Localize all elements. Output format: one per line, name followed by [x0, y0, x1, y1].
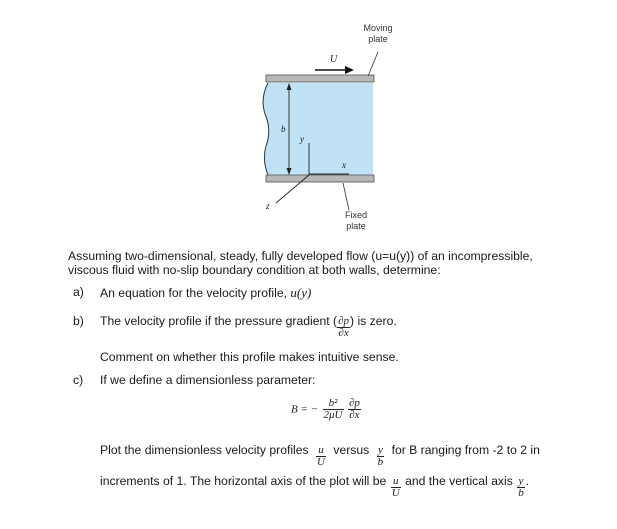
- var-x: x: [342, 160, 346, 170]
- moving-plate: [266, 75, 374, 82]
- fluid-region: [263, 83, 373, 175]
- pressure-gradient-fraction: $\frac{\partial p}{\partial x}$: [338, 315, 350, 339]
- equation-frac-2: $\frac{\partial p}{\partial x}$: [348, 397, 360, 421]
- item-c-marker: c): [73, 373, 84, 387]
- item-b-comment: Comment on whether this profile makes intuitive sense.: [100, 350, 399, 364]
- plot-pre: Plot the dimensionless velocity profiles: [100, 443, 309, 457]
- item-b: [100, 314, 397, 339]
- plot-mid: versus: [333, 443, 370, 457]
- item-b-text-pre: The velocity profile if the pressure gradient (: [100, 314, 338, 328]
- item-a-marker: a): [73, 285, 84, 299]
- plot-post: for B ranging from -2 to 2 in: [391, 443, 540, 457]
- u-over-U-fraction: $\frac{u}{U}$: [317, 444, 325, 468]
- equation-B: [291, 398, 361, 421]
- moving-plate-label: Moving plate: [363, 23, 393, 44]
- plot-instruction: [100, 443, 540, 468]
- equation-lhs: B = −: [291, 403, 319, 416]
- intro-line-1: Assuming two-dimensional, steady, fully developed flow (u=u(y)) of an incompressible,: [68, 249, 533, 263]
- incr-pre: increments of 1. The horizontal axis of the plot will be: [100, 474, 387, 488]
- y-over-b-fraction: $\frac{y}{b}$: [377, 444, 384, 468]
- item-a-text: An equation for the velocity profile,: [100, 286, 287, 300]
- fixed-plate-leader: [343, 183, 349, 210]
- velocity-arrow-head: [345, 66, 354, 74]
- item-b-text-post: ) is zero.: [350, 314, 397, 328]
- axis-y-over-b-fraction: $\frac{y}{b}$: [518, 475, 524, 499]
- item-a-math: u(y): [290, 285, 312, 300]
- axis-u-over-U-fraction: $\frac{u}{U}$: [391, 475, 400, 499]
- var-b: b: [281, 124, 286, 134]
- item-b-marker: b): [73, 314, 84, 328]
- fixed-plate-label: Fixed plate: [344, 210, 367, 231]
- moving-plate-leader: [368, 52, 378, 76]
- intro-line-2: viscous fluid with no-slip boundary condition at both walls, determine:: [68, 263, 441, 277]
- equation-frac-1: $\frac{\text{b²}}{2\mu U}$: [323, 397, 343, 421]
- increment-instruction: [100, 474, 529, 499]
- couette-flow-figure: [0, 0, 617, 240]
- item-c-text: If we define a dimensionless parameter:: [100, 373, 316, 387]
- fixed-plate: [266, 175, 374, 182]
- incr-post: .: [525, 474, 530, 488]
- var-z: z: [266, 201, 270, 211]
- var-U: U: [330, 54, 338, 65]
- var-y: y: [300, 134, 304, 144]
- item-a: [100, 285, 311, 301]
- incr-mid: and the vertical axis: [405, 474, 513, 488]
